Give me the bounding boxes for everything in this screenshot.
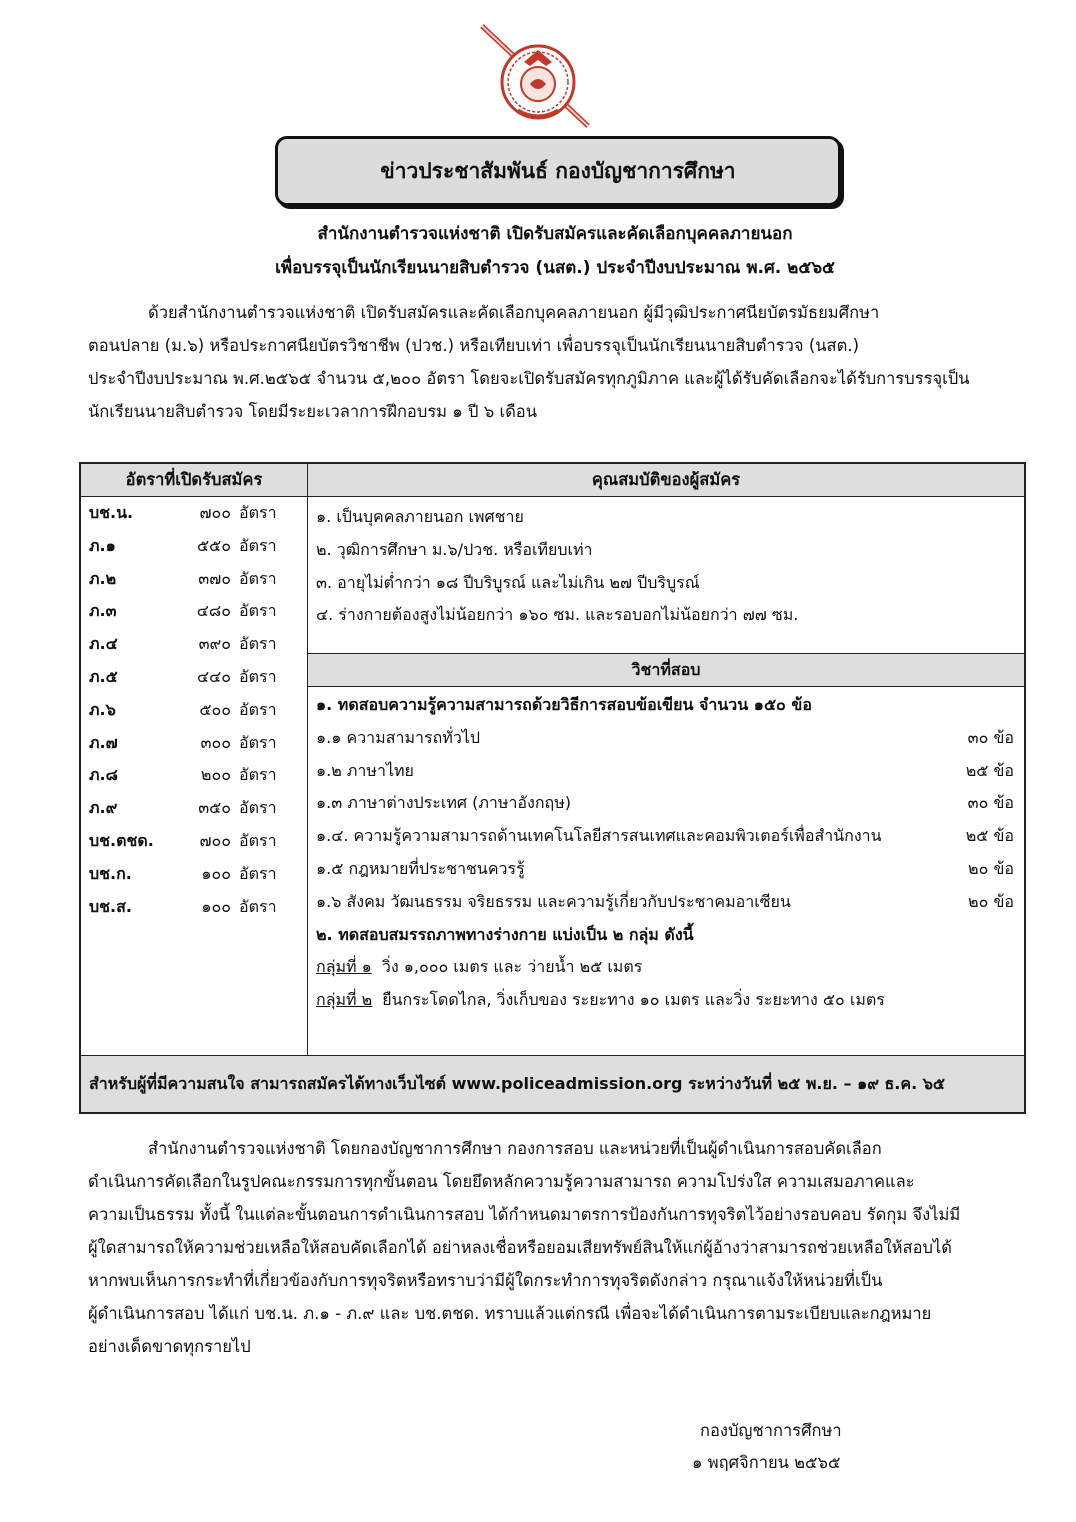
rate-count: ๑๐๐: [201, 896, 231, 916]
subject-count: ๒๕ ข้อ: [965, 826, 1014, 846]
intro-paragraph: [88, 296, 1028, 428]
rate-row: [81, 694, 307, 727]
closing-line: ดำเนินการคัดเลือกในรูปคณะกรรมการทุกขั้นตอน โดยยึดหลักความรู้ความสามารถ ความโปร่งใส ความเสมอภาคและ: [88, 1172, 915, 1191]
written-test-title: ๑. ทดสอบความรู้ความสามารถด้วยวิธีการสอบข้อเขียน จำนวน ๑๕๐ ข้อ: [316, 695, 812, 714]
subject-name: ๑.๕ กฎหมายที่ประชาชนควรรู้: [316, 858, 525, 878]
subject-count: ๓๐ ข้อ: [967, 793, 1014, 813]
rate-unit-label: อัตรา: [239, 503, 277, 522]
subjects-list: [308, 687, 1024, 1017]
rate-row: [81, 727, 307, 760]
subject-row: [316, 820, 1014, 853]
rate-unit-label: อัตรา: [239, 798, 277, 818]
group-2-label: กลุ่มที่ ๒: [316, 990, 373, 1010]
recruitment-table: [79, 462, 1026, 1114]
physical-test-title: ๒. ทดสอบสมรรถภาพทางร่างกาย แบ่งเป็น ๒ กลุ่ม ดังนี้: [316, 924, 694, 944]
qualifications-header: คุณสมบัติของผู้สมัคร: [308, 463, 1026, 497]
rate-row: [81, 628, 307, 661]
subject-count: ๓๐ ข้อ: [967, 727, 1014, 747]
closing-line: อย่างเด็ดขาดทุกรายไป: [88, 1337, 251, 1356]
rate-unit-code: บช.ส.: [89, 896, 132, 916]
subject-count: ๒๕ ข้อ: [965, 760, 1014, 780]
subject-row: [316, 853, 1014, 886]
rate-unit-code: บช.ตชด.: [89, 830, 154, 850]
rate-row: [81, 825, 307, 858]
rate-unit-label: อัตรา: [239, 896, 277, 916]
subject-name: ๑.๓ ภาษาต่างประเทศ (ภาษาอังกฤษ): [316, 793, 572, 813]
closing-line: ผู้ดำเนินการสอบ ได้แก่ บช.น. ภ.๑ - ภ.๙ และ บช.ตชด. ทราบแล้วแต่กรณี เพื่อจะได้ดำเนินการตามระเบียบและกฎหมาย: [88, 1304, 932, 1323]
rate-row: [81, 563, 307, 596]
closing-line: ผู้ใดสามารถให้ความช่วยเหลือให้สอบคัดเลือกได้ อย่าหลงเชื่อหรือยอมเสียทรัพย์สินให้แก่ผู้อ้างว่าสามารถช่วยเหลือให้สอบได้: [88, 1238, 953, 1257]
rate-unit-label: อัตรา: [239, 699, 277, 719]
subject-row: [316, 787, 1014, 820]
subject-row: [316, 886, 1014, 919]
qualification-item: ๑. เป็นบุคคลภายนอก เพศชาย: [316, 507, 524, 526]
rate-count: ๗๐๐: [199, 503, 231, 522]
subject-count: ๒๐ ข้อ: [968, 858, 1014, 878]
subject-row: [316, 722, 1014, 755]
rate-unit-code: บช.ก.: [89, 863, 132, 883]
subject-name: ๑.๑ ความสามารถทั่วไป: [316, 727, 480, 747]
rate-unit-code: ภ.๗: [89, 732, 118, 752]
rate-unit-label: อัตรา: [239, 535, 277, 555]
subject-name: ๑.๖ สังคม วัฒนธรรม จริยธรรม และความรู้เกี่ยวกับประชาคมอาเซียน: [316, 891, 791, 911]
closing-paragraph: [88, 1132, 1028, 1363]
rate-count: ๔๔๐: [197, 666, 231, 686]
intro-line: ตอนปลาย (ม.๖) หรือประกาศนียบัตรวิชาชีพ (ปวช.) หรือเทียบเท่า เพื่อบรรจุเป็นนักเรียนนายสิบตำรวจ (นสต.): [88, 336, 860, 355]
rate-unit-code: ภ.๔: [89, 634, 118, 654]
rate-unit-code: ภ.๒: [89, 568, 117, 588]
page-title: ข่าวประชาสัมพันธ์ กองบัญชาการศึกษา: [380, 158, 736, 183]
rate-unit-label: อัตรา: [239, 601, 277, 621]
rate-row: [81, 661, 307, 694]
subject-name: ๑.๒ ภาษาไทย: [316, 760, 414, 780]
rate-row: [81, 858, 307, 891]
rate-row: [81, 792, 307, 825]
rate-unit-label: อัตรา: [239, 568, 277, 588]
rate-count: ๒๐๐: [200, 765, 231, 785]
rate-unit-code: ภ.๕: [89, 666, 118, 686]
qualification-item: ๔. ร่างกายต้องสูงไม่น้อยกว่า ๑๖๐ ซม. และรอบอกไม่น้อยกว่า ๗๗ ซม.: [316, 605, 799, 625]
rate-count: ๓๗๐: [198, 568, 231, 588]
police-education-emblem: [478, 22, 592, 130]
closing-line: หากพบเห็นการกระทำที่เกี่ยวข้องกับการทุจริตหรือทราบว่ามีผู้ใดกระทำการทุจริตดังกล่าว กรุณาแจ้งให้หน่วยที่เป็น: [88, 1271, 883, 1290]
intro-line: ประจำปีงบประมาณ พ.ศ.๒๕๖๕ จำนวน ๕,๒๐๐ อัตรา โดยจะเปิดรับสมัครทุกภูมิภาค และผู้ได้รับคัดเลือกจะได้รับการบรรจุเป็น: [88, 369, 970, 388]
intro-line: นักเรียนนายสิบตำรวจ โดยมีระยะเวลาการฝึกอบรม ๑ ปี ๖ เดือน: [88, 402, 537, 421]
title-box: [275, 136, 841, 206]
closing-line: สำนักงานตำรวจแห่งชาติ โดยกองบัญชาการศึกษา กองการสอบ และหน่วยที่เป็นผู้ดำเนินการสอบคัดเลือก: [148, 1139, 882, 1158]
rate-unit-label: อัตรา: [239, 863, 277, 883]
rate-unit-code: ภ.๓: [89, 601, 117, 621]
rate-unit-code: บช.น.: [89, 503, 134, 522]
subtitle-line-1: สำนักงานตำรวจแห่งชาติ เปิดรับสมัครและคัดเลือกบุคคลภายนอก: [317, 224, 793, 244]
rate-unit-code: ภ.๙: [89, 798, 118, 818]
subject-name: ๑.๔. ความรู้ความสามารถด้านเทคโนโลยีสารสนเทศและคอมพิวเตอร์เพื่อสำนักงาน: [316, 826, 882, 846]
qualification-item: ๓. อายุไม่ต่ำกว่า ๑๘ ปีบริบูรณ์ และไม่เกิน ๒๗ ปีบริบูรณ์: [316, 572, 700, 592]
group-1-text: วิ่ง ๑,๐๐๐ เมตร และ ว่ายน้ำ ๒๕ เมตร: [381, 957, 643, 977]
rate-row: [81, 759, 307, 792]
rate-row: [81, 530, 307, 563]
rate-row: [81, 891, 307, 924]
rate-count: ๕๐๐: [199, 699, 231, 719]
rate-unit-label: อัตรา: [239, 830, 277, 850]
rate-count: ๓๕๐: [198, 798, 231, 818]
rate-count: ๗๐๐: [199, 830, 231, 850]
subjects-header: วิชาที่สอบ: [308, 653, 1024, 687]
intro-line: ด้วยสำนักงานตำรวจแห่งชาติ เปิดรับสมัครและคัดเลือกบุคคลภายนอก ผู้มีวุฒิประกาศนียบัตรมัธยมศึกษา: [148, 303, 880, 322]
rate-unit-label: อัตรา: [239, 634, 277, 654]
rate-unit-label: อัตรา: [239, 765, 277, 785]
group-2-text: ยืนกระโดดไกล, วิ่งเก็บของ ระยะทาง ๑๐ เมตร และวิ่ง ระยะทาง ๕๐ เมตร: [382, 990, 885, 1010]
closing-line: ความเป็นธรรม ทั้งนี้ ในแต่ละขั้นตอนการดำเนินการสอบ ได้กำหนดมาตรการป้องกันการทุจริตไว้อย่างรอบคอบ รัดกุม จึงไม่มี: [88, 1205, 961, 1224]
application-info: สำหรับผู้ที่มีความสนใจ สามารถสมัครได้ทางเว็บไซต์ www.policeadmission.org ระหว่างวันที่ ๒๕ พ.ย. – ๑๙ ธ.ค. ๖๕: [80, 1056, 1025, 1114]
qualifications-column: [308, 497, 1026, 1056]
rate-count: ๓๐๐: [200, 732, 231, 752]
rate-unit-label: อัตรา: [239, 666, 277, 686]
rate-row: [81, 497, 307, 530]
rate-unit-code: ภ.๑: [89, 535, 116, 555]
subtitle-line-2: เพื่อบรรจุเป็นนักเรียนนายสิบตำรวจ (นสต.) ประจำปีงบประมาณ พ.ศ. ๒๕๖๕: [275, 258, 835, 278]
qualification-item: ๒. วุฒิการศึกษา ม.๖/ปวช. หรือเทียบเท่า: [316, 539, 593, 559]
group-1-label: กลุ่มที่ ๑: [316, 957, 372, 977]
rate-count: ๔๘๐: [196, 601, 231, 621]
signature-org: กองบัญชาการศึกษา: [700, 1421, 842, 1440]
subject-count: ๒๐ ข้อ: [968, 891, 1014, 911]
signature-date: ๑ พฤศจิกายน ๒๕๖๕: [692, 1453, 841, 1472]
qualifications-list: [308, 497, 1024, 653]
rate-unit-label: อัตรา: [239, 732, 277, 752]
rate-unit-code: ภ.๖: [89, 699, 116, 719]
subject-row: [316, 755, 1014, 788]
rate-count: ๓๙๐: [198, 634, 231, 654]
rate-row: [81, 595, 307, 628]
rates-column: [80, 497, 308, 1056]
rates-header: อัตราที่เปิดรับสมัคร: [80, 463, 308, 497]
rate-count: ๑๐๐: [201, 863, 231, 883]
rate-unit-code: ภ.๘: [89, 765, 118, 785]
rate-count: ๕๕๐: [197, 535, 231, 555]
